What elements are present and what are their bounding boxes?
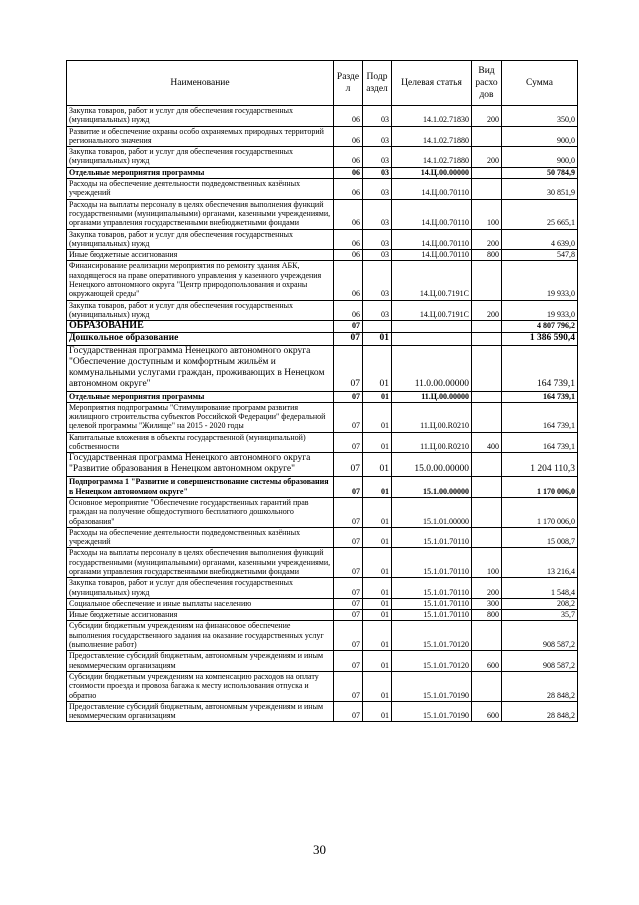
row-type: 400 [472,432,502,453]
row-target: 14.1.02.71830 [392,106,472,127]
row-type [472,261,502,300]
row-section: 07 [334,527,363,548]
row-section: 06 [334,126,363,147]
row-name: Закупка товаров, работ и услуг для обеспечения государственных (муниципальных) нужд [67,578,334,599]
row-target [392,332,472,345]
row-section: 07 [334,321,363,332]
row-name: Подпрограмма 1 "Развитие и совершенствование системы образования в Ненецком автономном округе" [67,477,334,498]
row-section: 07 [334,578,363,599]
row-sum: 164 739,1 [502,402,578,432]
row-name: Капитальные вложения в объекты государственной (муниципальной) собственности [67,432,334,453]
row-section: 07 [334,453,363,477]
row-sum: 350,0 [502,106,578,127]
row-target: 14.Ц.00.70110 [392,199,472,229]
row-sum: 547,8 [502,250,578,261]
row-subsection: 03 [363,126,392,147]
row-section: 07 [334,345,363,391]
row-target: 15.1.01.70110 [392,578,472,599]
row-target: 15.1.01.70120 [392,651,472,672]
row-section: 07 [334,610,363,621]
row-section: 07 [334,651,363,672]
table-row [67,432,578,453]
row-section: 06 [334,261,363,300]
row-target: 14.Ц.00.70110 [392,250,472,261]
table-row [67,345,578,391]
row-type [472,527,502,548]
row-subsection: 01 [363,598,392,609]
row-sum: 908 587,2 [502,621,578,651]
table-row [67,126,578,147]
row-name: Расходы на выплаты персоналу в целях обеспечения выполнения функций государственными (муниципальными) органами, казенными учреждениями, органами управления государственными внебюджетными фондами [67,199,334,229]
row-subsection: 03 [363,106,392,127]
row-sum: 164 739,1 [502,391,578,402]
row-type: 200 [472,229,502,250]
row-target: 15.0.00.00000 [392,453,472,477]
row-section: 06 [334,106,363,127]
row-subsection: 01 [363,701,392,722]
row-sum: 30 851,9 [502,179,578,200]
row-type [472,391,502,402]
row-sum: 4 807 796,2 [502,321,578,332]
row-target: 11.Ц.00.R0210 [392,432,472,453]
row-target: 15.1.01.70110 [392,548,472,578]
row-type [472,321,502,332]
table-row [67,106,578,127]
row-sum: 900,0 [502,147,578,168]
row-section: 07 [334,391,363,402]
row-type [472,167,502,178]
row-type: 200 [472,147,502,168]
row-name: Отдельные мероприятия программы [67,391,334,402]
table-row [67,261,578,300]
row-sum: 908 587,2 [502,651,578,672]
row-section: 06 [334,250,363,261]
row-target [392,321,472,332]
row-subsection: 01 [363,345,392,391]
row-subsection: 01 [363,578,392,599]
row-sum: 1 386 590,4 [502,332,578,345]
header-name: Наименование [67,61,334,106]
table-row [67,598,578,609]
row-name: Субсидии бюджетным учреждениям на компенсацию расходов на оплату стоимости проезда и провоза багажа к месту использования отпуска и обратно [67,671,334,701]
table-header-row [67,61,578,106]
row-section: 07 [334,332,363,345]
row-subsection: 03 [363,229,392,250]
row-name: Закупка товаров, работ и услуг для обеспечения государственных (муниципальных) нужд [67,229,334,250]
table-row [67,671,578,701]
row-sum: 19 933,0 [502,300,578,321]
row-name: Дошкольное образование [67,332,334,345]
row-name: Субсидии бюджетным учреждениям на финансовое обеспечение выполнения государственного задания на оказание государственных услуг (выполнение работ) [67,621,334,651]
row-sum: 4 639,0 [502,229,578,250]
table-row [67,402,578,432]
row-target: 15.1.01.00000 [392,497,472,527]
row-name: Основное мероприятие "Обеспечение государственных гарантий прав граждан на получение общедоступного бесплатного дошкольного образования" [67,497,334,527]
row-name: Социальное обеспечение и иные выплаты населению [67,598,334,609]
row-name: Расходы на обеспечение деятельности подведомственных казённых учреждений [67,527,334,548]
row-target: 15.1.00.00000 [392,477,472,498]
row-type [472,179,502,200]
row-section: 07 [334,497,363,527]
row-name: ОБРАЗОВАНИЕ [67,321,334,332]
row-name: Отдельные мероприятия программы [67,167,334,178]
row-target: 11.0.00.00000 [392,345,472,391]
row-target: 15.1.01.70110 [392,610,472,621]
row-sum: 164 739,1 [502,432,578,453]
row-name: Расходы на выплаты персоналу в целях обеспечения выполнения функций государственными (муниципальными) органами, казенными учреждениями, органами управления государственными внебюджетными фондами [67,548,334,578]
row-subsection: 01 [363,651,392,672]
row-name: Иные бюджетные ассигнования [67,610,334,621]
row-type: 600 [472,651,502,672]
row-name: Государственная программа Ненецкого автономного округа "Обеспечение доступным и комфортным жильём и коммунальными услугами граждан, проживающих в Ненецком автономном округе" [67,345,334,391]
row-target: 15.1.01.70190 [392,671,472,701]
row-sum: 50 784,9 [502,167,578,178]
row-type: 200 [472,300,502,321]
row-name: Иные бюджетные ассигнования [67,250,334,261]
row-subsection: 03 [363,300,392,321]
table-row [67,621,578,651]
row-section: 07 [334,621,363,651]
row-type: 100 [472,548,502,578]
table-row [67,651,578,672]
row-subsection: 03 [363,199,392,229]
row-type: 600 [472,701,502,722]
header-sum: Сумма [502,61,578,106]
table-row [67,391,578,402]
row-subsection: 03 [363,179,392,200]
table-body [67,106,578,722]
row-subsection: 01 [363,497,392,527]
row-sum: 15 008,7 [502,527,578,548]
row-subsection: 01 [363,332,392,345]
row-section: 06 [334,199,363,229]
row-subsection: 01 [363,453,392,477]
row-section: 06 [334,147,363,168]
row-target: 15.1.01.70120 [392,621,472,651]
row-type [472,453,502,477]
row-section: 06 [334,167,363,178]
row-sum: 35,7 [502,610,578,621]
row-section: 07 [334,548,363,578]
row-sum: 900,0 [502,126,578,147]
table-row [67,578,578,599]
row-subsection: 03 [363,261,392,300]
row-subsection: 01 [363,610,392,621]
row-name: Предоставление субсидий бюджетным, автономным учреждениям и иным некоммерческим организациям [67,701,334,722]
header-section: Разде л [334,61,363,106]
row-subsection: 01 [363,621,392,651]
row-type: 800 [472,250,502,261]
row-name: Развитие и обеспечение охраны особо охраняемых природных территорий регионального значения [67,126,334,147]
row-subsection: 03 [363,147,392,168]
row-name: Расходы на обеспечение деятельности подведомственных казённых учреждений [67,179,334,200]
table-row [67,199,578,229]
row-name: Мероприятия подпрограммы "Стимулирование программ развития жилищного строительства субъектов Российской Федерации" федеральной целевой программы "Жилище" на 2015 - 2020 годы [67,402,334,432]
row-section: 06 [334,300,363,321]
row-type [472,671,502,701]
row-subsection [363,321,392,332]
row-name: Закупка товаров, работ и услуг для обеспечения государственных (муниципальных) нужд [67,147,334,168]
row-name: Предоставление субсидий бюджетным, автономным учреждениям и иным некоммерческим организациям [67,651,334,672]
row-section: 07 [334,477,363,498]
row-type [472,332,502,345]
row-sum: 164 739,1 [502,345,578,391]
table-row [67,300,578,321]
row-target: 15.1.01.70110 [392,527,472,548]
budget-table [66,60,578,722]
row-type [472,477,502,498]
table-row [67,477,578,498]
row-type: 800 [472,610,502,621]
table-row [67,229,578,250]
row-name: Закупка товаров, работ и услуг для обеспечения государственных (муниципальных) нужд [67,106,334,127]
header-type: Вид расхо дов [472,61,502,106]
row-target: 11.Ц.00.00000 [392,391,472,402]
row-sum: 28 848,2 [502,671,578,701]
row-subsection: 01 [363,391,392,402]
table-row [67,147,578,168]
row-section: 07 [334,432,363,453]
table-row [67,453,578,477]
row-type [472,402,502,432]
row-type: 100 [472,199,502,229]
row-section: 07 [334,402,363,432]
table-row [67,167,578,178]
row-target: 14.Ц.00.70110 [392,179,472,200]
row-type: 300 [472,598,502,609]
row-name: Государственная программа Ненецкого автономного округа "Развитие образования в Ненецком автономном округе" [67,453,334,477]
row-subsection: 01 [363,432,392,453]
row-target: 14.Ц.00.7191С [392,261,472,300]
row-section: 07 [334,598,363,609]
row-subsection: 01 [363,671,392,701]
table-row [67,497,578,527]
row-type: 200 [472,578,502,599]
row-sum: 1 548,4 [502,578,578,599]
row-section: 06 [334,229,363,250]
row-subsection: 03 [363,167,392,178]
row-target: 15.1.01.70110 [392,598,472,609]
row-target: 15.1.01.70190 [392,701,472,722]
page-number: 30 [313,842,326,857]
row-sum: 19 933,0 [502,261,578,300]
row-type: 200 [472,106,502,127]
table-row [67,179,578,200]
row-target: 14.Ц.00.00000 [392,167,472,178]
row-subsection: 01 [363,477,392,498]
row-target: 14.Ц.00.7191С [392,300,472,321]
table-row [67,701,578,722]
table-row [67,548,578,578]
row-sum: 1 170 006,0 [502,477,578,498]
row-sum: 25 665,1 [502,199,578,229]
row-name: Финансирование реализации мероприятия по ремонту здания АБК, находящегося на праве оперативного управления у казенного учреждения Ненецкого автономного округа "Центр природопользования и охраны окружающей среды" [67,261,334,300]
table-row [67,321,578,332]
row-subsection: 03 [363,250,392,261]
row-section: 07 [334,671,363,701]
row-subsection: 01 [363,527,392,548]
row-sum: 1 204 110,3 [502,453,578,477]
row-target: 14.Ц.00.70110 [392,229,472,250]
table-row [67,332,578,345]
row-type [472,621,502,651]
row-sum: 28 848,2 [502,701,578,722]
row-type [472,497,502,527]
row-sum: 208,2 [502,598,578,609]
row-target: 14.1.02.71880 [392,126,472,147]
row-sum: 1 170 006,0 [502,497,578,527]
row-section: 06 [334,179,363,200]
header-target: Целевая статья [392,61,472,106]
row-section: 07 [334,701,363,722]
row-target: 11.Ц.00.R0210 [392,402,472,432]
header-subsection: Подр аздел [363,61,392,106]
table-row [67,610,578,621]
row-sum: 13 216,4 [502,548,578,578]
table-row [67,250,578,261]
row-type [472,126,502,147]
table-row [67,527,578,548]
row-subsection: 01 [363,548,392,578]
row-name: Закупка товаров, работ и услуг для обеспечения государственных (муниципальных) нужд [67,300,334,321]
row-target: 14.1.02.71880 [392,147,472,168]
row-type [472,345,502,391]
row-subsection: 01 [363,402,392,432]
